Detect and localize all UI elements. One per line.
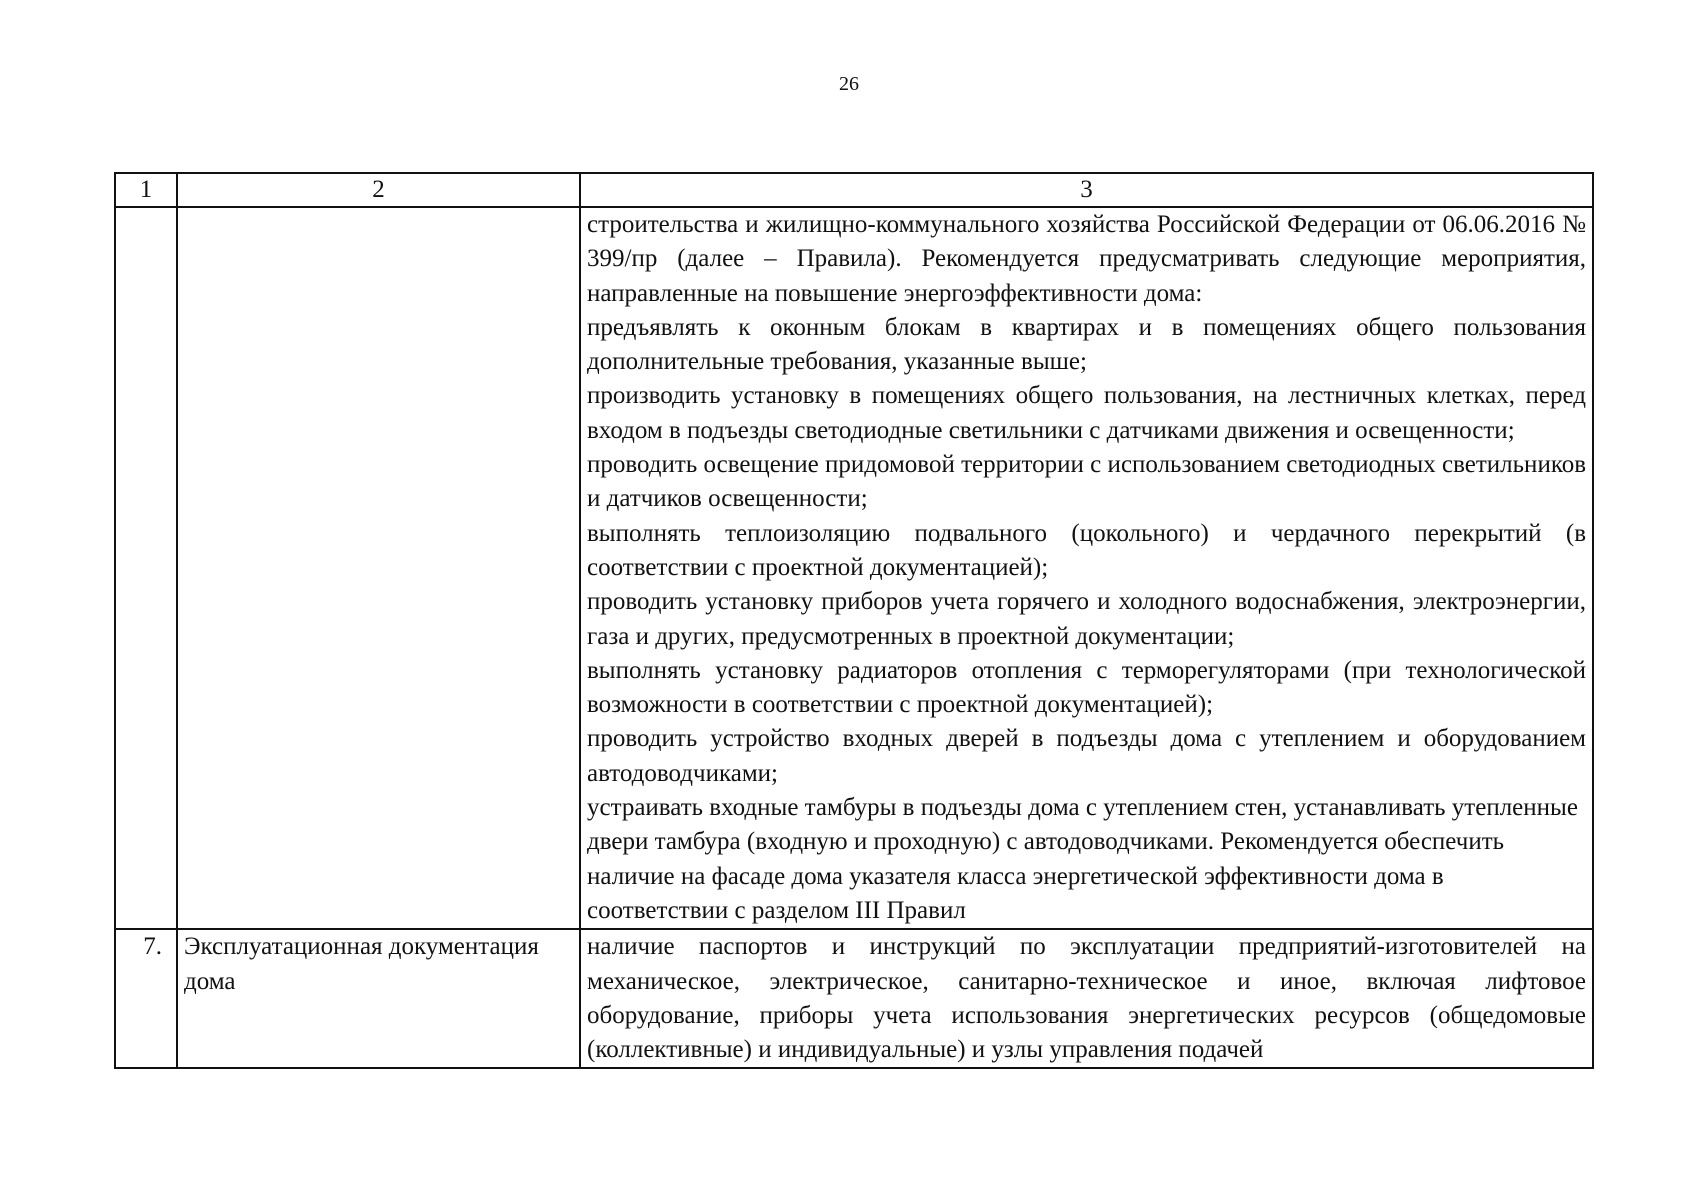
table-row-7	[115, 929, 1593, 1068]
table-header-row	[115, 173, 1593, 207]
row-name-cell	[177, 207, 580, 929]
header-col-2: 2	[177, 173, 580, 207]
requirement-paragraph: наличие паспортов и инструкций по эксплуатации предприятий-изготовителей на механическое, электрическое, санитарно-техническое и иное, включая лифтовое оборудование, приборы учета использования энергетических ресурсов (общедомовые (коллективные) и индивидуальные) и узлы управления подачей	[587, 933, 1586, 1064]
row-number-cell: 7.	[115, 929, 177, 1068]
requirement-paragraph: проводить освещение придомовой территории с использованием светодиодных светильников и датчиков освещенности;	[587, 451, 1586, 513]
requirement-paragraph: выполнять теплоизоляцию подвального (цокольного) и чердачного перекрытий (в соответствии с проектной документацией);	[587, 519, 1586, 581]
requirement-paragraph: выполнять установку радиаторов отопления с терморегуляторами (при технологической возможности в соответствии с проектной документацией);	[587, 656, 1586, 719]
requirement-paragraph: устраивать входные тамбуры в подъезды дома с утеплением стен, устанавливать утепленные двери тамбура (входную и проходную) с автодоводчиками. Рекомендуется обеспечить наличие на фасаде дома указателя класса энергетической эффективности дома в соответствии с разделом III Правил	[587, 794, 1578, 924]
requirement-paragraph: проводить установку приборов учета горячего и холодного водоснабжения, электроэнергии, газа и других, предусмотренных в проектной документации;	[587, 588, 1586, 650]
row-requirements-cell	[580, 207, 1593, 929]
requirements-table	[114, 172, 1594, 1069]
page-number: 26	[839, 73, 859, 95]
header-col-1: 1	[115, 173, 177, 207]
requirement-paragraph: предъявлять к оконным блокам в квартирах и в помещениях общего пользования дополнительные требования, указанные выше;	[587, 313, 1586, 376]
requirement-paragraph: проводить устройство входных дверей в подъезды дома с утеплением и оборудованием автодоводчиками;	[587, 725, 1586, 787]
header-col-3: 3	[580, 173, 1593, 207]
row-number-cell	[115, 207, 177, 929]
row-requirements-cell	[580, 929, 1593, 1068]
row-name-cell: Эксплуатационная документация дома	[177, 929, 580, 1068]
requirement-paragraph: производить установку в помещениях общего пользования, на лестничных клетках, перед входом в подъезды светодиодные светильники с датчиками движения и освещенности;	[587, 382, 1586, 444]
requirement-paragraph: строительства и жилищно-коммунального хозяйства Российской Федерации от 06.06.2016 № 399/пр (далее – Правила). Рекомендуется предусматривать следующие мероприятия, направленные на повышение энергоэффективности дома:	[587, 211, 1586, 307]
table-row-continuation	[115, 207, 1593, 929]
